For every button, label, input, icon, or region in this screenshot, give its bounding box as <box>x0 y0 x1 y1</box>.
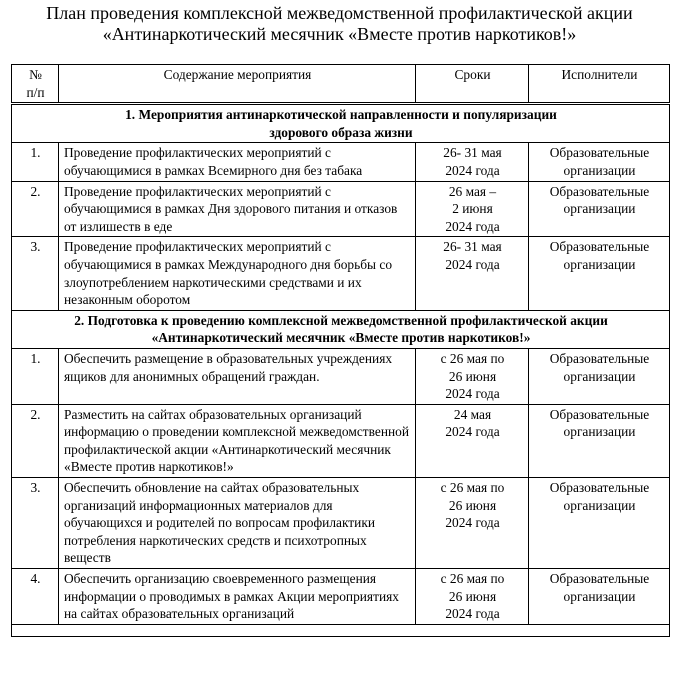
row-date-line2: 2024 года <box>445 162 500 178</box>
document-title <box>0 3 679 45</box>
row-executor: Образовательные организации <box>529 143 670 181</box>
row-executor: Образовательные организации <box>529 478 670 569</box>
row-executor: Образовательные организации <box>529 237 670 310</box>
title-line-2: «Антинаркотический месячник «Вместе против наркотиков!» <box>102 24 577 44</box>
row-date-line3: 2024 года <box>445 218 500 234</box>
table-row <box>12 237 670 310</box>
row-dates <box>416 348 529 404</box>
row-date-line1: 26- 31 мая <box>443 145 502 161</box>
table-row <box>12 143 670 181</box>
row-number: 3. <box>12 237 59 310</box>
row-date-line3: 2024 года <box>445 515 500 531</box>
section-1-heading <box>12 104 670 143</box>
row-content: Обеспечить организацию своевременного размещения информации о проводимых в рамках Акции мероприятиях на сайтах образовательных организаций <box>59 569 416 625</box>
table-row <box>12 569 670 625</box>
plan-table <box>11 64 670 637</box>
row-date-line1: с 26 мая по <box>440 480 505 496</box>
section-1-title-line1: 1. Мероприятия антинаркотической направленности и популяризации <box>125 107 557 123</box>
row-date-line2: 2024 года <box>445 256 500 272</box>
row-dates <box>416 478 529 569</box>
row-content: Разместить на сайтах образовательных организаций информацию о проведении комплексной межведомственной профилактической акции «Антинаркотический месячник «Вместе против наркотиков!» <box>59 404 416 477</box>
row-executor: Образовательные организации <box>529 181 670 237</box>
row-dates <box>416 237 529 310</box>
row-number: 2. <box>12 404 59 477</box>
row-number: 1. <box>12 348 59 404</box>
row-number: 4. <box>12 569 59 625</box>
row-date-line2: 2 июня <box>452 201 493 217</box>
row-date-line3: 2024 года <box>445 386 500 402</box>
header-num-line1: № <box>29 67 42 82</box>
row-date-line2: 26 июня <box>448 497 497 513</box>
row-date-line2: 26 июня <box>448 588 497 604</box>
row-dates <box>416 143 529 181</box>
header-row <box>12 65 670 104</box>
row-number: 3. <box>12 478 59 569</box>
section-2-title-line1: 2. Подготовка к проведению комплексной межведомственной профилактической акции <box>74 312 608 328</box>
row-date-line3: 2024 года <box>445 606 500 622</box>
section-2-rows <box>12 348 670 624</box>
section-1-title-line2: здорового образа жизни <box>269 124 413 140</box>
section-2-title-line2: «Антинаркотический месячник «Вместе против наркотиков!» <box>151 330 531 346</box>
row-content: Проведение профилактических мероприятий с обучающимися в рамках Международного дня борьбы со злоупотреблением наркотическими средствами и их незаконным оборотом <box>59 237 416 310</box>
table-row <box>12 348 670 404</box>
row-date-line2: 2024 года <box>445 424 500 440</box>
row-content: Обеспечить размещение в образовательных учреждениях ящиков для анонимных обращений граждан. <box>59 348 416 404</box>
section-2-heading <box>12 310 670 348</box>
title-line-1: План проведения комплексной межведомственной профилактической акции <box>46 3 633 23</box>
row-dates <box>416 569 529 625</box>
row-number: 1. <box>12 143 59 181</box>
table-row <box>12 478 670 569</box>
row-dates <box>416 181 529 237</box>
header-executors: Исполнители <box>529 65 670 104</box>
row-content: Проведение профилактических мероприятий с обучающимися в рамках Дня здорового питания и отказов от излишеств в еде <box>59 181 416 237</box>
row-number: 2. <box>12 181 59 237</box>
row-dates <box>416 404 529 477</box>
row-date-line1: 26- 31 мая <box>443 239 502 255</box>
row-date-line1: 24 мая <box>453 406 492 422</box>
header-num-line2: п/п <box>26 84 45 100</box>
header-content: Содержание мероприятия <box>59 65 416 104</box>
table-row <box>12 404 670 477</box>
table-row <box>12 181 670 237</box>
row-executor: Образовательные организации <box>529 404 670 477</box>
row-content: Обеспечить обновление на сайтах образовательных организаций информационных материалов для обучающихся и родителей по вопросам профилактики потребления наркотических средств и психотропных веществ <box>59 478 416 569</box>
header-dates: Сроки <box>416 65 529 104</box>
header-num <box>12 65 59 104</box>
row-date-line1: 26 мая – <box>448 183 497 199</box>
row-date-line2: 26 июня <box>448 368 497 384</box>
table-continuation-row <box>12 624 670 636</box>
row-date-line1: с 26 мая по <box>440 571 505 587</box>
row-executor: Образовательные организации <box>529 348 670 404</box>
section-1-rows <box>12 143 670 310</box>
row-date-line1: с 26 мая по <box>440 350 505 366</box>
row-executor: Образовательные организации <box>529 569 670 625</box>
row-content: Проведение профилактических мероприятий с обучающимися в рамках Всемирного дня без табака <box>59 143 416 181</box>
